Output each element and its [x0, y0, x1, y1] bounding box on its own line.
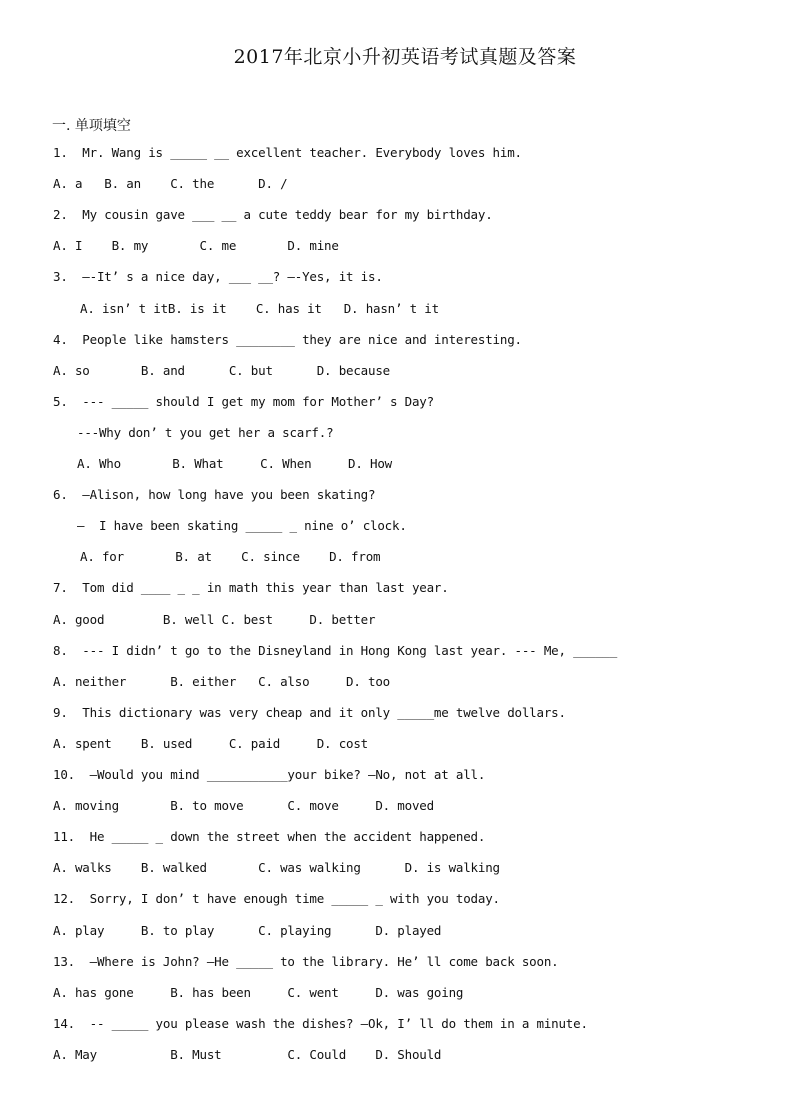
- answer-options: ---Why don’ t you get her a scarf.?: [77, 424, 334, 440]
- question-text: 6. –Alison, how long have you been skating?: [53, 487, 376, 503]
- question-text: 12. Sorry, I don’ t have enough time _____ _ with you today.: [53, 891, 500, 907]
- document-title: 2017年北京小升初英语考试真题及答案: [233, 46, 577, 68]
- answer-options: A. has gone B. has been C. went D. was going: [53, 984, 464, 1000]
- question-text: 13. –Where is John? –He _____ to the library. He’ ll come back soon.: [53, 953, 559, 969]
- answer-options: A. a B. an C. the D. /: [53, 176, 288, 192]
- question-text: 1. Mr. Wang is _____ __ excellent teacher. Everybody loves him.: [53, 145, 522, 160]
- answer-options: A. for B. at C. since D. from: [80, 549, 381, 565]
- answer-options: A. Who B. What C. When D. How: [77, 456, 393, 471]
- answer-options: A. I B. my C. me D. mine: [53, 238, 339, 254]
- answer-options: A. May B. Must C. Could D. Should: [53, 1046, 442, 1062]
- answer-options: A. walks B. walked C. was walking D. is walking: [53, 860, 500, 876]
- question-text: 14. -- _____ you please wash the dishes? –Ok, I’ ll do them in a minute.: [53, 1015, 588, 1031]
- question-text: 2. My cousin gave ___ __ a cute teddy bear for my birthday.: [53, 207, 493, 223]
- answer-options: A. isn’ t itB. is it C. has it D. hasn’ t it: [80, 300, 439, 316]
- question-text: 8. --- I didn’ t go to the Disneyland in Hong Kong last year. --- Me, ______: [53, 642, 618, 658]
- question-text: 3. —-It’ s a nice day, ___ __? —-Yes, it is.: [53, 269, 383, 285]
- answer-options: A. so B. and C. but D. because: [53, 362, 390, 378]
- answer-options: A. moving B. to move C. move D. moved: [53, 798, 434, 814]
- answer-options: – I have been skating _____ _ nine o’ clock.: [77, 518, 407, 534]
- question-text: 5. --- _____ should I get my mom for Mother’ s Day?: [53, 393, 434, 409]
- answer-options: A. spent B. used C. paid D. cost: [53, 735, 369, 751]
- section-heading: 一. 单项填空: [52, 118, 131, 134]
- question-text: 9. This dictionary was very cheap and it only _____me twelve dollars.: [53, 704, 566, 720]
- question-text: 4. People like hamsters ________ they are nice and interesting.: [53, 331, 522, 347]
- question-text: 11. He _____ _ down the street when the accident happened.: [53, 829, 486, 845]
- answer-options: A. neither B. either C. also D. too: [53, 673, 390, 689]
- question-text: 7. Tom did ____ _ _ in math this year than last year.: [53, 580, 449, 596]
- answer-options: A. play B. to play C. playing D. played: [53, 922, 442, 938]
- question-text: 10. –Would you mind ___________your bike? –No, not at all.: [53, 767, 486, 782]
- answer-options: A. good B. well C. best D. better: [53, 611, 376, 627]
